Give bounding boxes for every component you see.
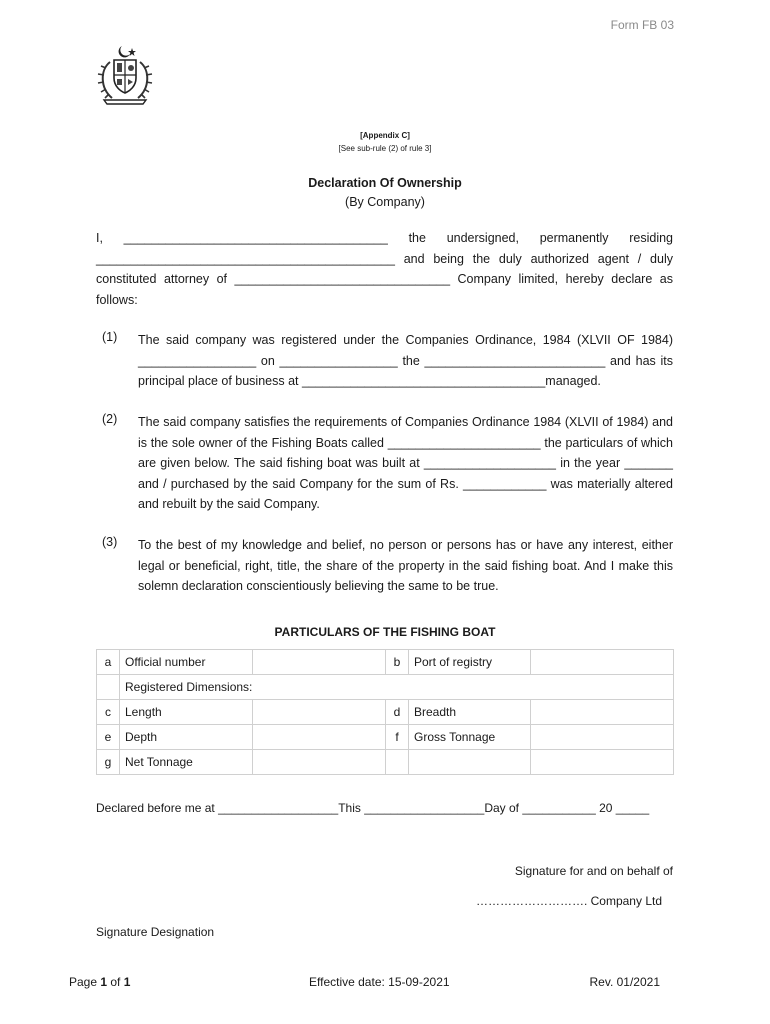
field-label: [409, 750, 531, 775]
row-letter: c: [97, 700, 120, 725]
company-ltd-line: ………………………. Company Ltd: [475, 894, 662, 908]
document-subtitle: (By Company): [345, 195, 425, 209]
table-row: [97, 700, 674, 725]
clause-number: (3): [102, 535, 118, 549]
effective-date: Effective date: 15-09-2021: [309, 975, 450, 989]
field-value-cell[interactable]: [253, 750, 386, 775]
field-value-cell[interactable]: [531, 650, 674, 675]
row-letter: f: [386, 725, 409, 750]
page-number: [69, 975, 130, 989]
table-row: [97, 650, 674, 675]
field-label: Net Tonnage: [120, 750, 253, 775]
particulars-table: [96, 649, 674, 775]
clause-number: (2): [102, 412, 118, 426]
field-label: Depth: [120, 725, 253, 750]
clause-number: (1): [102, 330, 118, 344]
revision-label: Rev. 01/2021: [589, 975, 660, 989]
page-prefix: Page: [69, 975, 101, 989]
row-letter: a: [97, 650, 120, 675]
field-value-cell[interactable]: [531, 750, 674, 775]
row-letter: b: [386, 650, 409, 675]
field-value-cell[interactable]: [253, 700, 386, 725]
table-row: [97, 675, 674, 700]
page-of: of: [107, 975, 124, 989]
subrule-label: [See sub-rule (2) of rule 3]: [338, 144, 432, 153]
field-label: Breadth: [409, 700, 531, 725]
intro-paragraph: I, ______________________________________ the undersigned, permanently residing ___________________________________________ and being the duly authorized agent / duly constituted attorney of _______________________________ Company limited, hereby declare as follows:: [96, 231, 673, 307]
form-code: Form FB 03: [610, 18, 674, 32]
clause-text: The said company satisfies the requirements of Companies Ordinance 1984 (XLVII of 1984) and is the sole owner of the Fishing Boats called ______________________ the particulars of which are given below. The said fishing boat was built at ___________________ in the year _______ and / purchased by the said Company for the sum of Rs. ____________ was materially altered and rebuilt by the said Company.: [138, 415, 673, 512]
row-letter: e: [97, 725, 120, 750]
registered-dimensions-label: Registered Dimensions:: [120, 675, 674, 700]
field-value-cell[interactable]: [531, 700, 674, 725]
table-row: [97, 725, 674, 750]
field-label: Length: [120, 700, 253, 725]
signature-designation-label: Signature Designation: [96, 925, 215, 939]
table-row: [97, 750, 674, 775]
document-title: Declaration Of Ownership: [308, 176, 462, 190]
field-label: Gross Tonnage: [409, 725, 531, 750]
field-label: Port of registry: [409, 650, 531, 675]
row-letter: [97, 675, 120, 700]
clause-text: The said company was registered under the Companies Ordinance, 1984 (XLVII OF 1984) _________________ on _________________ the __________________________ and has its principal place of business at ___________________________________managed.: [138, 333, 673, 389]
state-emblem-icon: [96, 44, 154, 108]
declared-before-line: Declared before me at __________________This __________________Day of ___________ 20 _____: [96, 801, 650, 815]
row-letter: [386, 750, 409, 775]
row-letter: g: [97, 750, 120, 775]
page-total: 1: [123, 975, 131, 989]
clause-text: To the best of my knowledge and belief, no person or persons has or have any interest, either legal or beneficial, right, title, the share of the property in the said fishing boat. And I make this solemn declaration conscientiously believing the same to be true.: [138, 538, 673, 594]
signature-behalf-label: Signature for and on behalf of: [514, 864, 673, 878]
field-value-cell[interactable]: [531, 725, 674, 750]
field-value-cell[interactable]: [253, 650, 386, 675]
field-value-cell[interactable]: [253, 725, 386, 750]
row-letter: d: [386, 700, 409, 725]
particulars-heading: PARTICULARS OF THE FISHING BOAT: [274, 625, 496, 639]
page-current: 1: [100, 975, 108, 989]
field-label: Official number: [120, 650, 253, 675]
appendix-label: [Appendix C]: [360, 131, 410, 140]
